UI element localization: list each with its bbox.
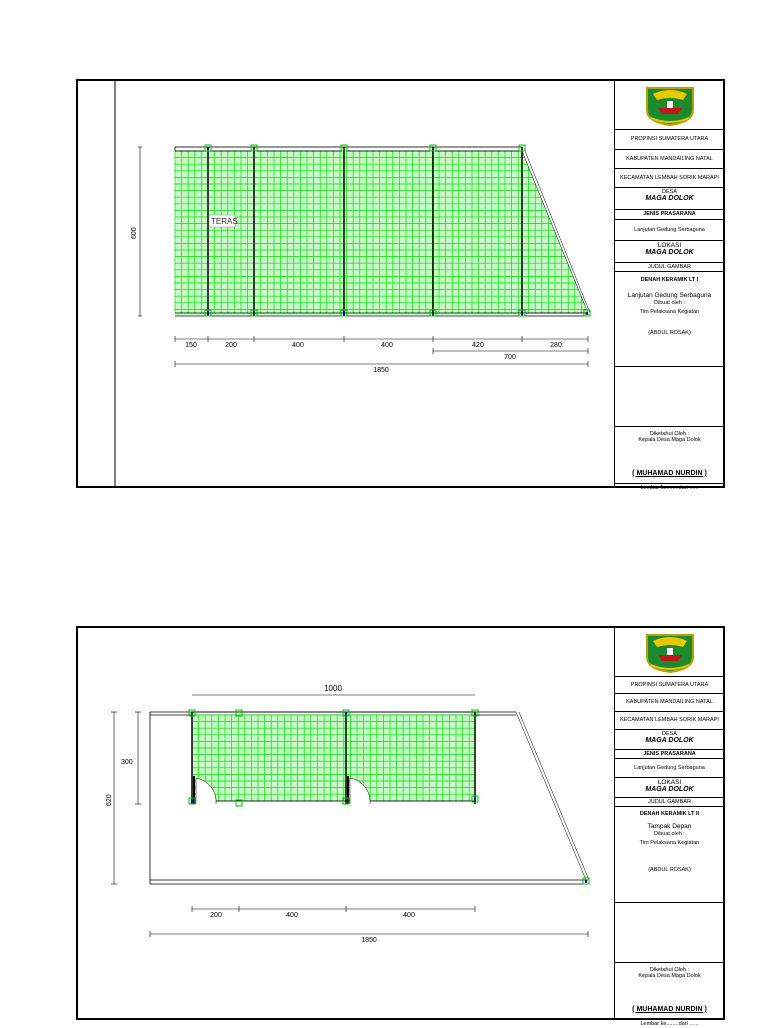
tb-madeby: Tim Pelaksana Kegiatan (639, 309, 700, 316)
tb-blank (615, 903, 724, 963)
dim-height-label: 620 (106, 794, 113, 806)
tb-drawing-sub: Lanjutan Gedung Serbaguna (627, 292, 712, 300)
tb-location-label: LOKASI (657, 242, 682, 249)
tb-knownby: Kepala Desa Maga Dolok (638, 437, 701, 444)
tb-madeby-name: (ABDUL ROSAK) (615, 857, 724, 903)
tb-blank (615, 367, 724, 427)
dim-height-label: 600 (131, 227, 138, 239)
emblem-logo (643, 631, 697, 673)
tb-infra: Lanjutan Gedung Serbaguna (615, 759, 724, 778)
tb-madeby-label: Dibuat oleh : (654, 830, 685, 837)
tb-madeby-name: (ABDUL ROSAK) (615, 322, 724, 367)
tb-province: PROPINSI SUMATERA UTARA (615, 677, 724, 694)
tb-drawing-title: DENAH KERAMIK LT II (639, 811, 700, 817)
tb-drawing-title: DENAH KERAMIK LT I (640, 277, 699, 283)
tb-sheet-no: Lembar ke........dari ...... (640, 485, 699, 491)
tb-madeby-label: Dibuat oleh : (654, 299, 685, 306)
tb-location-label: LOKASI (657, 779, 682, 786)
tb-village: MAGA DOLOK (645, 195, 694, 203)
drawing-sheet-1 (76, 79, 725, 491)
dim-room-height-label: 300 (121, 759, 133, 766)
tb-knownby-label: Diketahui Oleh : (649, 967, 690, 973)
tb-knownby-name: ( MUHAMAD NURDIN ) (632, 469, 707, 477)
tb-location: MAGA DOLOK (645, 786, 694, 794)
tb-knownby-cell (615, 963, 724, 1020)
floor-plan-lt2 (78, 628, 614, 1020)
drawing-sheet-2 (76, 626, 725, 1027)
tb-location-cell (615, 241, 724, 263)
tb-knownby-cell (615, 427, 724, 484)
tb-drawing-label: JUDUL GAMBAR (615, 263, 724, 272)
tb-village-cell (615, 730, 724, 750)
diagonal-edge (516, 712, 586, 880)
tb-village-label: DESA (662, 189, 677, 195)
dim-seg-1: 200 (210, 912, 222, 919)
title-block-2 (614, 628, 724, 1027)
tb-drawing-cell (615, 272, 724, 322)
floor-plan-lt1 (78, 81, 614, 486)
tb-district: KECAMATAN LEMBAH SORIK MARAPI (615, 169, 724, 188)
tb-madeby: Tim Pelaksana Kegiatan (639, 840, 700, 847)
ceramic-tile-area (175, 151, 522, 315)
dim-partial-label: 700 (504, 354, 516, 361)
tb-infra-label: JENIS PRASARANA (615, 750, 724, 759)
tb-location: MAGA DOLOK (645, 249, 694, 257)
tb-village-cell (615, 188, 724, 210)
tb-infra-label: JENIS PRASARANA (615, 210, 724, 220)
emblem-logo (643, 84, 697, 126)
title-block-1 (614, 81, 724, 491)
tb-sheet-no: Lembar ke........dari ...... (640, 1021, 699, 1027)
dim-total-label: 1850 (373, 367, 389, 374)
tb-knownby: Kepala Desa Maga Dolok (638, 973, 701, 980)
tb-drawing-label: JUDUL GAMBAR (615, 798, 724, 807)
tb-regency: KABUPATEN MANDAILING NATAL (615, 150, 724, 169)
dim-seg-6: 280 (550, 342, 562, 349)
teras-label: TERAS (211, 217, 238, 226)
tb-village-label: DESA (662, 731, 677, 737)
dim-top-label: 1000 (324, 684, 342, 693)
dim-seg-2: 400 (286, 912, 298, 919)
wall-top (175, 147, 522, 151)
dim-seg-4: 400 (381, 342, 393, 349)
regency-emblem (615, 81, 724, 130)
dim-seg-2: 200 (225, 342, 237, 349)
tb-district: KECAMATAN LEMBAH SORIK MARAPI (615, 712, 724, 730)
tb-infra: Lanjutan Gedung Serbaguna (615, 220, 724, 241)
tb-drawing-cell (615, 807, 724, 857)
tb-knownby-name: ( MUHAMAD NURDIN ) (632, 1005, 707, 1013)
tb-location-cell (615, 778, 724, 798)
dim-seg-1: 150 (185, 342, 197, 349)
tb-regency: KABUPATEN MANDAILING NATAL (615, 694, 724, 712)
dim-total-label: 1850 (361, 937, 377, 944)
dim-seg-3: 400 (292, 342, 304, 349)
dim-seg-5: 420 (472, 342, 484, 349)
tb-province: PROPINSI SUMATERA UTARA (615, 130, 724, 150)
tb-drawing-sub: Tampak Depan (647, 823, 692, 831)
tb-village: MAGA DOLOK (645, 737, 694, 745)
regency-emblem (615, 628, 724, 677)
tb-knownby-label: Diketahui Oleh : (649, 431, 690, 437)
dim-seg-3: 400 (403, 912, 415, 919)
